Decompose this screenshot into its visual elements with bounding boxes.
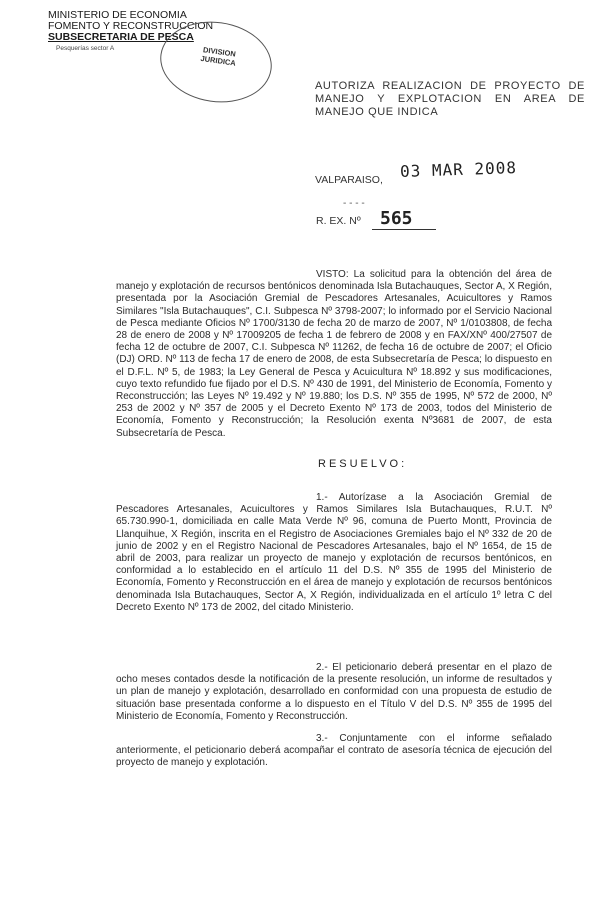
org-ministry: MINISTERIO DE ECONOMIA: [48, 9, 187, 21]
visto-text: VISTO: La solicitud para la obtención del área de manejo y explotación de recursos bentónicos denominada Isla Butachauques, Sector A, X Región, presentada por la Asociación Gremial de Pescadores Artesanales, Acuicultores y Ramos Similares "Isla Butachauques", C.I. Subpesca Nº 3798-2007; lo informado por el Servicio Nacional de Pesca mediante Oficios Nº 1700/3130 de fecha 20 de marzo de 2007, Nº 1/0103808, de fecha 28 de enero de 2008 y Nº 17009205 de fecha 1 de febrero de 2008 y en FAX/XNº 400/27507 de fecha 12 de octubre de 2007, C.I. Subpesca Nº 11262, de fecha 16 de octubre de 2007; el Oficio (DJ) ORD. Nº 113 de fecha 17 de enero de 2008, de esta Subsecretaría de Pesca; lo dispuesto en el D.F.L. Nº 5, de 1983; la Ley General de Pesca y Acuicultura Nº 18.892 y sus modificaciones, cuyo texto refundido fue fijado por el D.S. Nº 430 de 1991, del Ministerio de Economía, Fomento y Reconstrucción; las Leyes Nº 19.492 y Nº 19.880; los D.S. Nº 355 de 1995, Nº 572 de 2000, Nº 253 de 2002 y Nº 357 de 2005 y el Decreto Exento Nº 173 de 2003, todos del Ministerio de Economía, Fomento y Reconstrucción; la Resolución exenta Nº3681 de 2007, de esta Subsecretaría de Pesca.: [116, 269, 552, 439]
visto-paragraph: [116, 269, 552, 440]
resuelvo-heading: RESUELVO:: [318, 458, 408, 470]
resolution-number: 565: [380, 208, 413, 229]
article-3-text: 3.- Conjuntamente con el informe señalado anteriormente, el peticionario deberá acompañar el contrato de asesoría técnica de ejecución del proyecto de manejo y explotación.: [116, 733, 552, 769]
separator-dashes: - - - -: [343, 198, 365, 209]
article-3-paragraph: [116, 733, 552, 770]
document-title: AUTORIZA REALIZACION DE PROYECTO DE MANEJO Y EXPLOTACION EN AREA DE MANEJO QUE INDICA: [315, 80, 585, 118]
article-2-text: 2.- El peticionario deberá presentar en el plazo de ocho meses contados desde la notificación de la presente resolución, un informe de resultados y un plan de manejo y explotación, desarrollado en conformidad con una propuesta de estudio de situación base presentada conforme a lo dispuesto en el Título V del D.S. Nº 355 de 1995 del Ministerio de Economía, Fomento y Reconstrucción.: [116, 662, 552, 722]
article-2-paragraph: [116, 662, 552, 723]
seal-text: DIVISION JURIDICA: [200, 45, 237, 68]
resolution-underline: [372, 229, 436, 230]
article-1-text: 1.- Autorízase a la Asociación Gremial de Pescadores Artesanales, Acuicultores y Ramos Similares Isla Butachauques, R.U.T. Nº 65.730.990-1, domiciliada en calle Mata Verde Nº 96, comuna de Puerto Montt, Provincia de Llanquihue, X Región, inscrita en el Registro de Asociaciones Gremiales bajo el Nº 332 de 20 de junio de 2002 y en el Registro Nacional de Pescadores Artesanales, bajo el Nº 1654, de 15 de abril de 2003, para realizar un proyecto de manejo y explotación de recursos bentónicos, en conformidad a lo establecido en el artículo 11 del D.S. Nº 355 de 1995 del Ministerio de Economía, Fomento y Reconstrucción en el área de manejo y explotación de recursos bentónicos denominada Isla Butachauques, Sector A, X Región, individualizada en el artículo 1º letra C del Decreto Exento Nº 173 de 2002, del citado Ministerio.: [116, 492, 552, 613]
resolution-label: R. EX. Nº: [316, 215, 361, 227]
org-ministry-sub: FOMENTO Y RECONSTRUCCION: [48, 20, 214, 32]
place-label: VALPARAISO,: [315, 174, 383, 186]
article-1-paragraph: [116, 492, 552, 614]
org-dept: Pesquerías sector A: [56, 45, 115, 52]
date-stamp: 03 MAR 2008: [399, 157, 518, 182]
org-subsecretaria: SUBSECRETARIA DE PESCA: [48, 31, 194, 43]
